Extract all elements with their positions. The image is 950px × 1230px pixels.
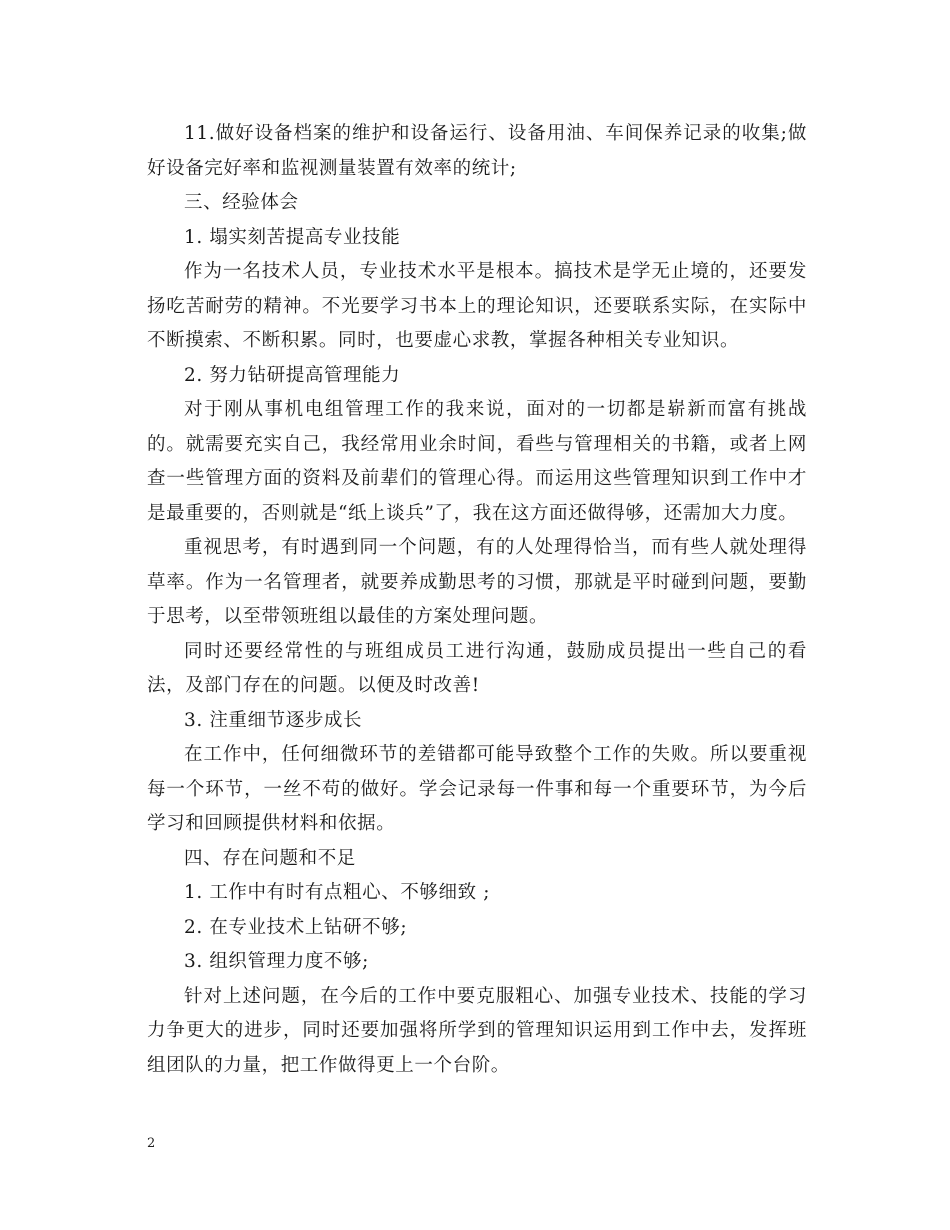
paragraph-improvement: 针对上述问题，在今后的工作中要克服粗心、加强专业技术、技能的学习力争更大的进步，同时还要加强将所学到的管理知识运用到工作中去，发挥班组团队的力量，把工作做得更上一个台阶。: [147, 985, 807, 1076]
paragraph-thinking: 重视思考，有时遇到同一个问题，有的人处理得恰当，而有些人就处理得草率。作为一名管理者，就要养成勤思考的习惯，那就是平时碰到问题，要勤于思考，以至带领班组以最佳的方案处理问题。: [147, 537, 807, 627]
paragraph-equipment-records: 11.做好设备档案的维护和设备运行、设备用油、车间保养记录的收集;做好设备完好率和监视测量装置有效率的统计;: [147, 123, 807, 179]
paragraph-management-ability: 对于刚从事机电组管理工作的我来说，面对的一切都是崭新而富有挑战的。就需要充实自己，我经常用业余时间，看些与管理相关的书籍，或者上网查一些管理方面的资料及前辈们的管理心得。而运用这些管理知识到工作中才是最重要的，否则就是“纸上谈兵”了，我在这方面还做得够，还需加大力度。: [147, 399, 807, 524]
subheading-details: 3. 注重细节逐步成长: [184, 709, 363, 731]
document-body: [147, 117, 807, 1083]
paragraph-details: 在工作中，任何细微环节的差错都可能导致整个工作的失败。所以要重视每一个环节，一丝不苟的做好。学会记录每一件事和每一个重要环节，为今后学习和回顾提供材料和依据。: [147, 744, 807, 834]
subheading-management-ability: 2. 努力钻研提高管理能力: [184, 364, 401, 386]
paragraph-professional-skills: 作为一名技术人员，专业技术水平是根本。搞技术是学无止境的，还要发扬吃苦耐劳的精神。不光要学习书本上的理论知识，还要联系实际，在实际中不断摸索、不断积累。同时，也要虚心求教，掌握各种相关专业知识。: [147, 261, 807, 351]
heading-problems: 四、存在问题和不足: [184, 847, 356, 869]
list-item-problem-2: 2. 在专业技术上钻研不够;: [184, 916, 408, 938]
paragraph-communication: 同时还要经常性的与班组成员工进行沟通，鼓励成员提出一些自己的看法，及部门存在的问题。以便及时改善!: [147, 640, 807, 696]
page-number: 2: [147, 1136, 156, 1151]
subheading-professional-skills: 1. 塌实刻苦提高专业技能: [184, 226, 401, 248]
list-item-problem-3: 3. 组织管理力度不够;: [184, 951, 369, 972]
heading-experience: 三、经验体会: [184, 192, 299, 213]
list-item-problem-1: 1. 工作中有时有点粗心、不够细致 ;: [184, 882, 491, 903]
